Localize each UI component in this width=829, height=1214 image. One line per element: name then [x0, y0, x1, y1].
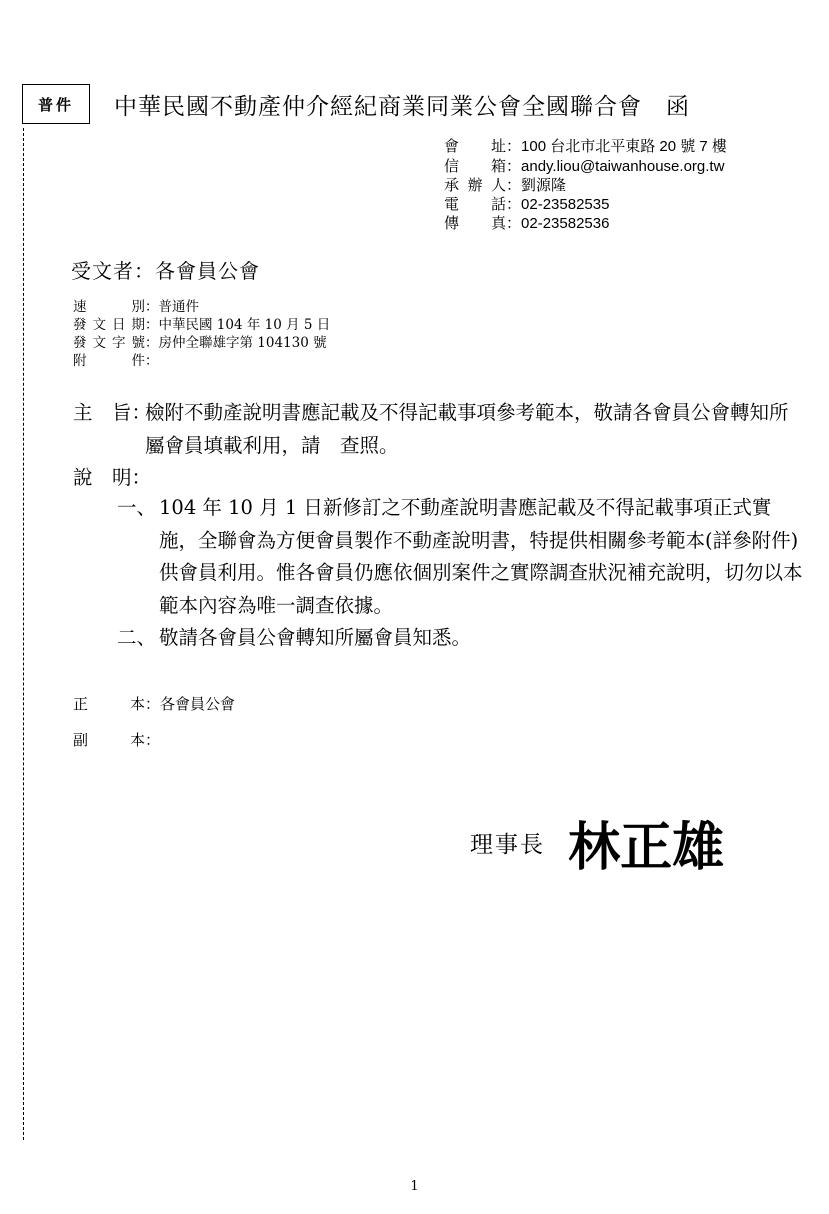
copy-value: 各會員公會 — [160, 695, 236, 713]
explanation-item — [117, 622, 807, 655]
contact-value: 02-23582535 — [521, 195, 610, 213]
subject-label: 主 旨： — [73, 401, 152, 424]
copy-label: 副 本 — [73, 731, 145, 749]
recipient-label: 受文者 — [71, 259, 134, 283]
meta-value: 房仲全聯雄字第 104130 號 — [158, 335, 327, 351]
contact-row-address: 會 址：100 台北市北平東路 20 號 7 樓 — [444, 137, 727, 155]
subject-text: 檢附不動產說明書應記載及不得記載事項參考範本，敬請各會員公會轉知所屬會員填載利用，請 查照。 — [145, 401, 789, 457]
contact-label: 會 址 — [444, 137, 506, 155]
meta-row-number: 發文字號：房仲全聯雄字第 104130 號 — [73, 335, 327, 351]
page-number: 1 — [410, 1179, 419, 1194]
recipient-line: 受文者：各會員公會 — [71, 259, 260, 283]
meta-label: 發文日期 — [73, 317, 145, 333]
signer-name: 林正雄 — [568, 818, 725, 878]
copy-row-original: 正 本：各會員公會 — [73, 686, 235, 722]
meta-value: 中華民國 104 年 10 月 5 日 — [158, 317, 331, 333]
explanation-item — [117, 492, 807, 622]
document-meta — [73, 298, 330, 370]
explanation-list — [117, 492, 807, 655]
contact-label: 信 箱 — [444, 156, 506, 175]
contact-row-email: 信 箱：andy.liou@taiwanhouse.org.tw — [444, 156, 725, 175]
classification-box — [22, 84, 90, 124]
copies-block — [73, 686, 235, 758]
contact-label: 電 話 — [444, 194, 506, 213]
binding-margin-line — [23, 128, 24, 1140]
meta-label: 附 件 — [73, 353, 145, 369]
contact-row-phone: 電 話：02-23582535 — [444, 194, 610, 213]
item-text: 104 年 10 月 1 日新修訂之不動產說明書應記載及不得記載事項正式實施，全聯會為方便會員製作不動產說明書，特提供相關參考範本(詳參附件)供會員利用。惟各會員仍應依個別案件之實際調查狀況補充說明，切勿以本範本內容為唯一調查依據。 — [159, 496, 803, 617]
contact-value: 100 台北市北平東路 20 號 7 樓 — [521, 138, 727, 155]
meta-label: 速 別 — [73, 299, 145, 315]
copy-label: 正 本 — [73, 695, 145, 713]
classification-label: 普件 — [37, 95, 74, 114]
item-marker: 二、 — [117, 626, 157, 649]
contact-block — [444, 137, 727, 234]
contact-label: 傳 真 — [444, 214, 506, 232]
explanation-label: 說 明： — [73, 466, 152, 489]
contact-row-handler: 承辦人：劉源隆 — [444, 176, 567, 194]
contact-email-link[interactable]: andy.liou@taiwanhouse.org.tw — [521, 157, 725, 175]
copy-row-duplicate: 副 本： — [73, 722, 235, 758]
meta-row-speed: 速 別：普通件 — [73, 299, 199, 315]
contact-label: 承辦人 — [444, 176, 506, 194]
meta-value: 普通件 — [158, 299, 199, 315]
contact-row-fax: 傳 真：02-23582536 — [444, 214, 610, 232]
recipient-value: 各會員公會 — [155, 259, 260, 283]
meta-row-attachment: 附 件： — [73, 353, 159, 369]
organization-title: 中華民國不動產仲介經紀商業同業公會全國聯合會 函 — [114, 94, 690, 120]
signature-block — [470, 805, 724, 880]
contact-value: 02-23582536 — [521, 215, 610, 232]
signer-role: 理事長 — [470, 832, 545, 858]
contact-value: 劉源隆 — [521, 176, 567, 194]
item-text: 敬請各會員公會轉知所屬會員知悉。 — [159, 626, 472, 649]
meta-row-date: 發文日期：中華民國 104 年 10 月 5 日 — [73, 317, 331, 333]
meta-label: 發文字號 — [73, 335, 145, 351]
item-marker: 一、 — [117, 496, 157, 519]
